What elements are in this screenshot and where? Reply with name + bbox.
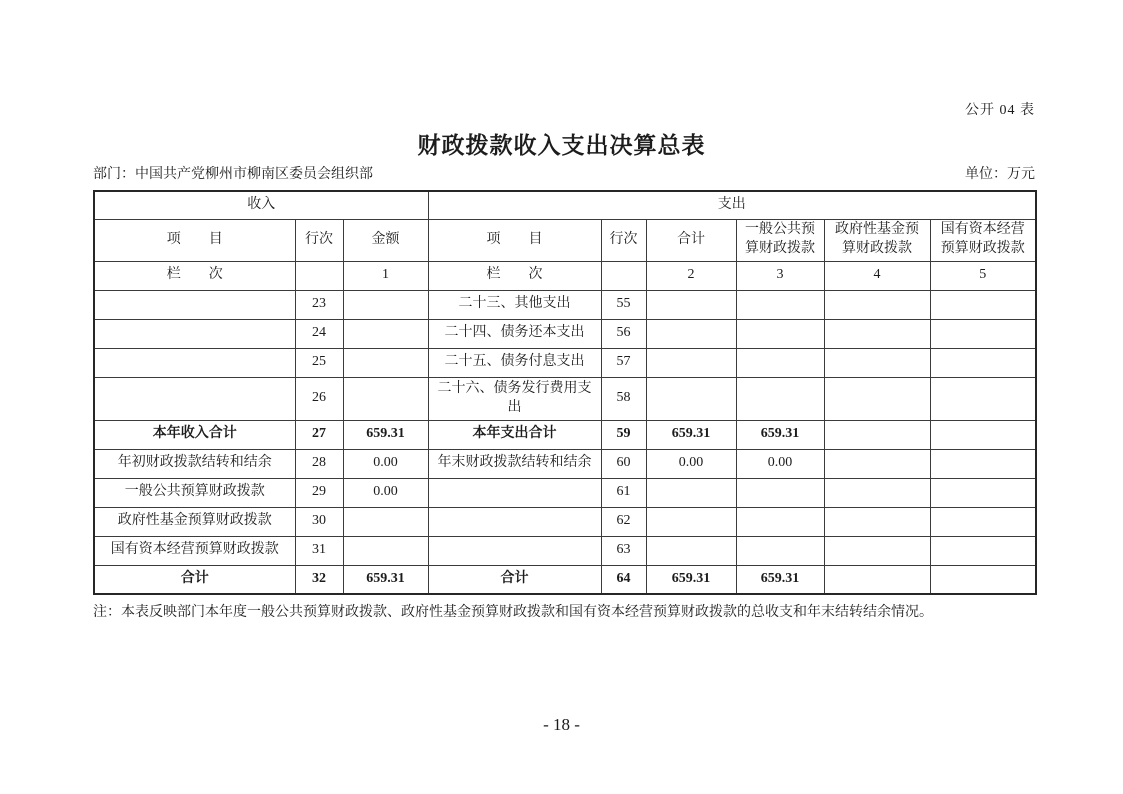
income-item-cell <box>94 319 295 348</box>
table-row <box>94 449 1036 478</box>
expense-item-cell: 本年支出合计 <box>428 420 601 449</box>
expense-capital-cell <box>930 449 1036 478</box>
table-row <box>94 377 1036 420</box>
expense-line-cell: 55 <box>601 290 646 319</box>
empty-cell <box>601 261 646 290</box>
expense-total-cell <box>646 507 736 536</box>
section-header-row <box>94 191 1036 219</box>
expense-capital-cell <box>930 507 1036 536</box>
table-row <box>94 319 1036 348</box>
empty-cell <box>295 261 343 290</box>
table-row <box>94 348 1036 377</box>
expense-line-header: 行次 <box>601 219 646 261</box>
income-amount-cell: 0.00 <box>343 449 428 478</box>
table-row <box>94 507 1036 536</box>
expense-total-cell <box>646 478 736 507</box>
expense-capital-cell <box>930 348 1036 377</box>
income-line-cell: 32 <box>295 565 343 594</box>
page-title: 财政拨款收入支出决算总表 <box>417 133 706 158</box>
footnote: 注：本表反映部门本年度一般公共预算财政拨款、政府性基金预算财政拨款和国有资本经营预算财政拨款的总收支和年末结转结余情况。 <box>93 605 933 620</box>
income-item-cell: 政府性基金预算财政拨款 <box>94 507 295 536</box>
expense-general-cell <box>736 377 824 420</box>
expense-fund-cell <box>824 290 930 319</box>
department-label: 部门：中国共产党柳州市柳南区委员会组织部 <box>93 167 373 182</box>
form-number-label: 公开 04 表 <box>965 103 1035 118</box>
column-number-5: 5 <box>930 261 1036 290</box>
table-row <box>94 565 1036 594</box>
income-item-cell: 合计 <box>94 565 295 594</box>
expense-total-header: 合计 <box>646 219 736 261</box>
income-item-cell: 年初财政拨款结转和结余 <box>94 449 295 478</box>
income-line-cell: 24 <box>295 319 343 348</box>
expense-fund-cell <box>824 565 930 594</box>
income-item-cell: 本年收入合计 <box>94 420 295 449</box>
income-item-cell <box>94 290 295 319</box>
expense-fund-cell <box>824 507 930 536</box>
income-section-header: 收入 <box>94 191 428 219</box>
expense-item-cell <box>428 507 601 536</box>
income-line-cell: 29 <box>295 478 343 507</box>
expense-item-cell <box>428 536 601 565</box>
income-amount-header: 金额 <box>343 219 428 261</box>
expense-capital-cell <box>930 377 1036 420</box>
expense-line-cell: 60 <box>601 449 646 478</box>
expense-fund-cell <box>824 377 930 420</box>
income-amount-cell <box>343 290 428 319</box>
income-item-cell <box>94 377 295 420</box>
expense-total-cell: 659.31 <box>646 565 736 594</box>
income-line-cell: 30 <box>295 507 343 536</box>
table-row <box>94 478 1036 507</box>
column-number-4: 4 <box>824 261 930 290</box>
income-item-cell: 一般公共预算财政拨款 <box>94 478 295 507</box>
expense-capital-cell <box>930 420 1036 449</box>
expense-general-header: 一般公共预算财政拨款 <box>736 219 824 261</box>
expense-item-cell: 二十五、债务付息支出 <box>428 348 601 377</box>
income-line-header: 行次 <box>295 219 343 261</box>
income-item-cell <box>94 348 295 377</box>
expense-item-header: 项 目 <box>428 219 601 261</box>
expense-capital-cell <box>930 478 1036 507</box>
expenditure-section-header: 支出 <box>428 191 1036 219</box>
expense-line-cell: 58 <box>601 377 646 420</box>
expense-line-cell: 56 <box>601 319 646 348</box>
income-amount-cell <box>343 377 428 420</box>
expense-general-cell: 659.31 <box>736 565 824 594</box>
table-row <box>94 290 1036 319</box>
expense-item-cell: 年末财政拨款结转和结余 <box>428 449 601 478</box>
income-item-cell: 国有资本经营预算财政拨款 <box>94 536 295 565</box>
expense-total-cell <box>646 290 736 319</box>
table-body <box>94 290 1036 594</box>
expense-capital-cell <box>930 319 1036 348</box>
expense-capital-cell <box>930 565 1036 594</box>
expense-general-cell <box>736 536 824 565</box>
expense-fund-cell <box>824 449 930 478</box>
income-line-cell: 28 <box>295 449 343 478</box>
expense-line-cell: 63 <box>601 536 646 565</box>
expense-general-cell <box>736 348 824 377</box>
meta-row <box>93 163 1035 183</box>
expense-fund-header: 政府性基金预算财政拨款 <box>824 219 930 261</box>
expense-line-cell: 59 <box>601 420 646 449</box>
expense-capital-cell <box>930 536 1036 565</box>
income-amount-cell <box>343 348 428 377</box>
expense-item-cell: 合计 <box>428 565 601 594</box>
expense-item-cell: 二十三、其他支出 <box>428 290 601 319</box>
income-line-cell: 25 <box>295 348 343 377</box>
expense-general-cell: 0.00 <box>736 449 824 478</box>
expense-total-cell <box>646 319 736 348</box>
unit-label: 单位：万元 <box>965 167 1035 182</box>
expense-fund-cell <box>824 348 930 377</box>
expense-line-cell: 61 <box>601 478 646 507</box>
income-amount-cell <box>343 507 428 536</box>
income-item-header: 项 目 <box>94 219 295 261</box>
column-number-row <box>94 261 1036 290</box>
expense-general-cell: 659.31 <box>736 420 824 449</box>
expense-line-cell: 64 <box>601 565 646 594</box>
expense-item-cell <box>428 478 601 507</box>
expense-general-cell <box>736 507 824 536</box>
final-accounts-table <box>93 190 1037 595</box>
table-row <box>94 536 1036 565</box>
income-amount-cell <box>343 319 428 348</box>
income-amount-cell: 659.31 <box>343 420 428 449</box>
income-line-cell: 27 <box>295 420 343 449</box>
income-column-label: 栏 次 <box>94 261 295 290</box>
table-row <box>94 420 1036 449</box>
income-line-cell: 31 <box>295 536 343 565</box>
income-amount-cell: 0.00 <box>343 478 428 507</box>
expense-item-cell: 二十四、债务还本支出 <box>428 319 601 348</box>
page-number: - 18 - <box>543 715 580 734</box>
column-header-row <box>94 219 1036 261</box>
column-number-1: 1 <box>343 261 428 290</box>
expense-line-cell: 57 <box>601 348 646 377</box>
column-number-3: 3 <box>736 261 824 290</box>
expense-column-label: 栏 次 <box>428 261 601 290</box>
expense-fund-cell <box>824 420 930 449</box>
income-line-cell: 23 <box>295 290 343 319</box>
income-amount-cell: 659.31 <box>343 565 428 594</box>
expense-total-cell <box>646 348 736 377</box>
expense-general-cell <box>736 319 824 348</box>
income-amount-cell <box>343 536 428 565</box>
expense-fund-cell <box>824 319 930 348</box>
expense-total-cell: 0.00 <box>646 449 736 478</box>
expense-fund-cell <box>824 536 930 565</box>
expense-capital-cell <box>930 290 1036 319</box>
expense-total-cell: 659.31 <box>646 420 736 449</box>
expense-general-cell <box>736 290 824 319</box>
expense-item-cell: 二十六、债务发行费用支出 <box>428 377 601 420</box>
expense-fund-cell <box>824 478 930 507</box>
column-number-2: 2 <box>646 261 736 290</box>
income-line-cell: 26 <box>295 377 343 420</box>
expense-line-cell: 62 <box>601 507 646 536</box>
expense-general-cell <box>736 478 824 507</box>
expense-capital-header: 国有资本经营预算财政拨款 <box>930 219 1036 261</box>
expense-total-cell <box>646 536 736 565</box>
expense-total-cell <box>646 377 736 420</box>
